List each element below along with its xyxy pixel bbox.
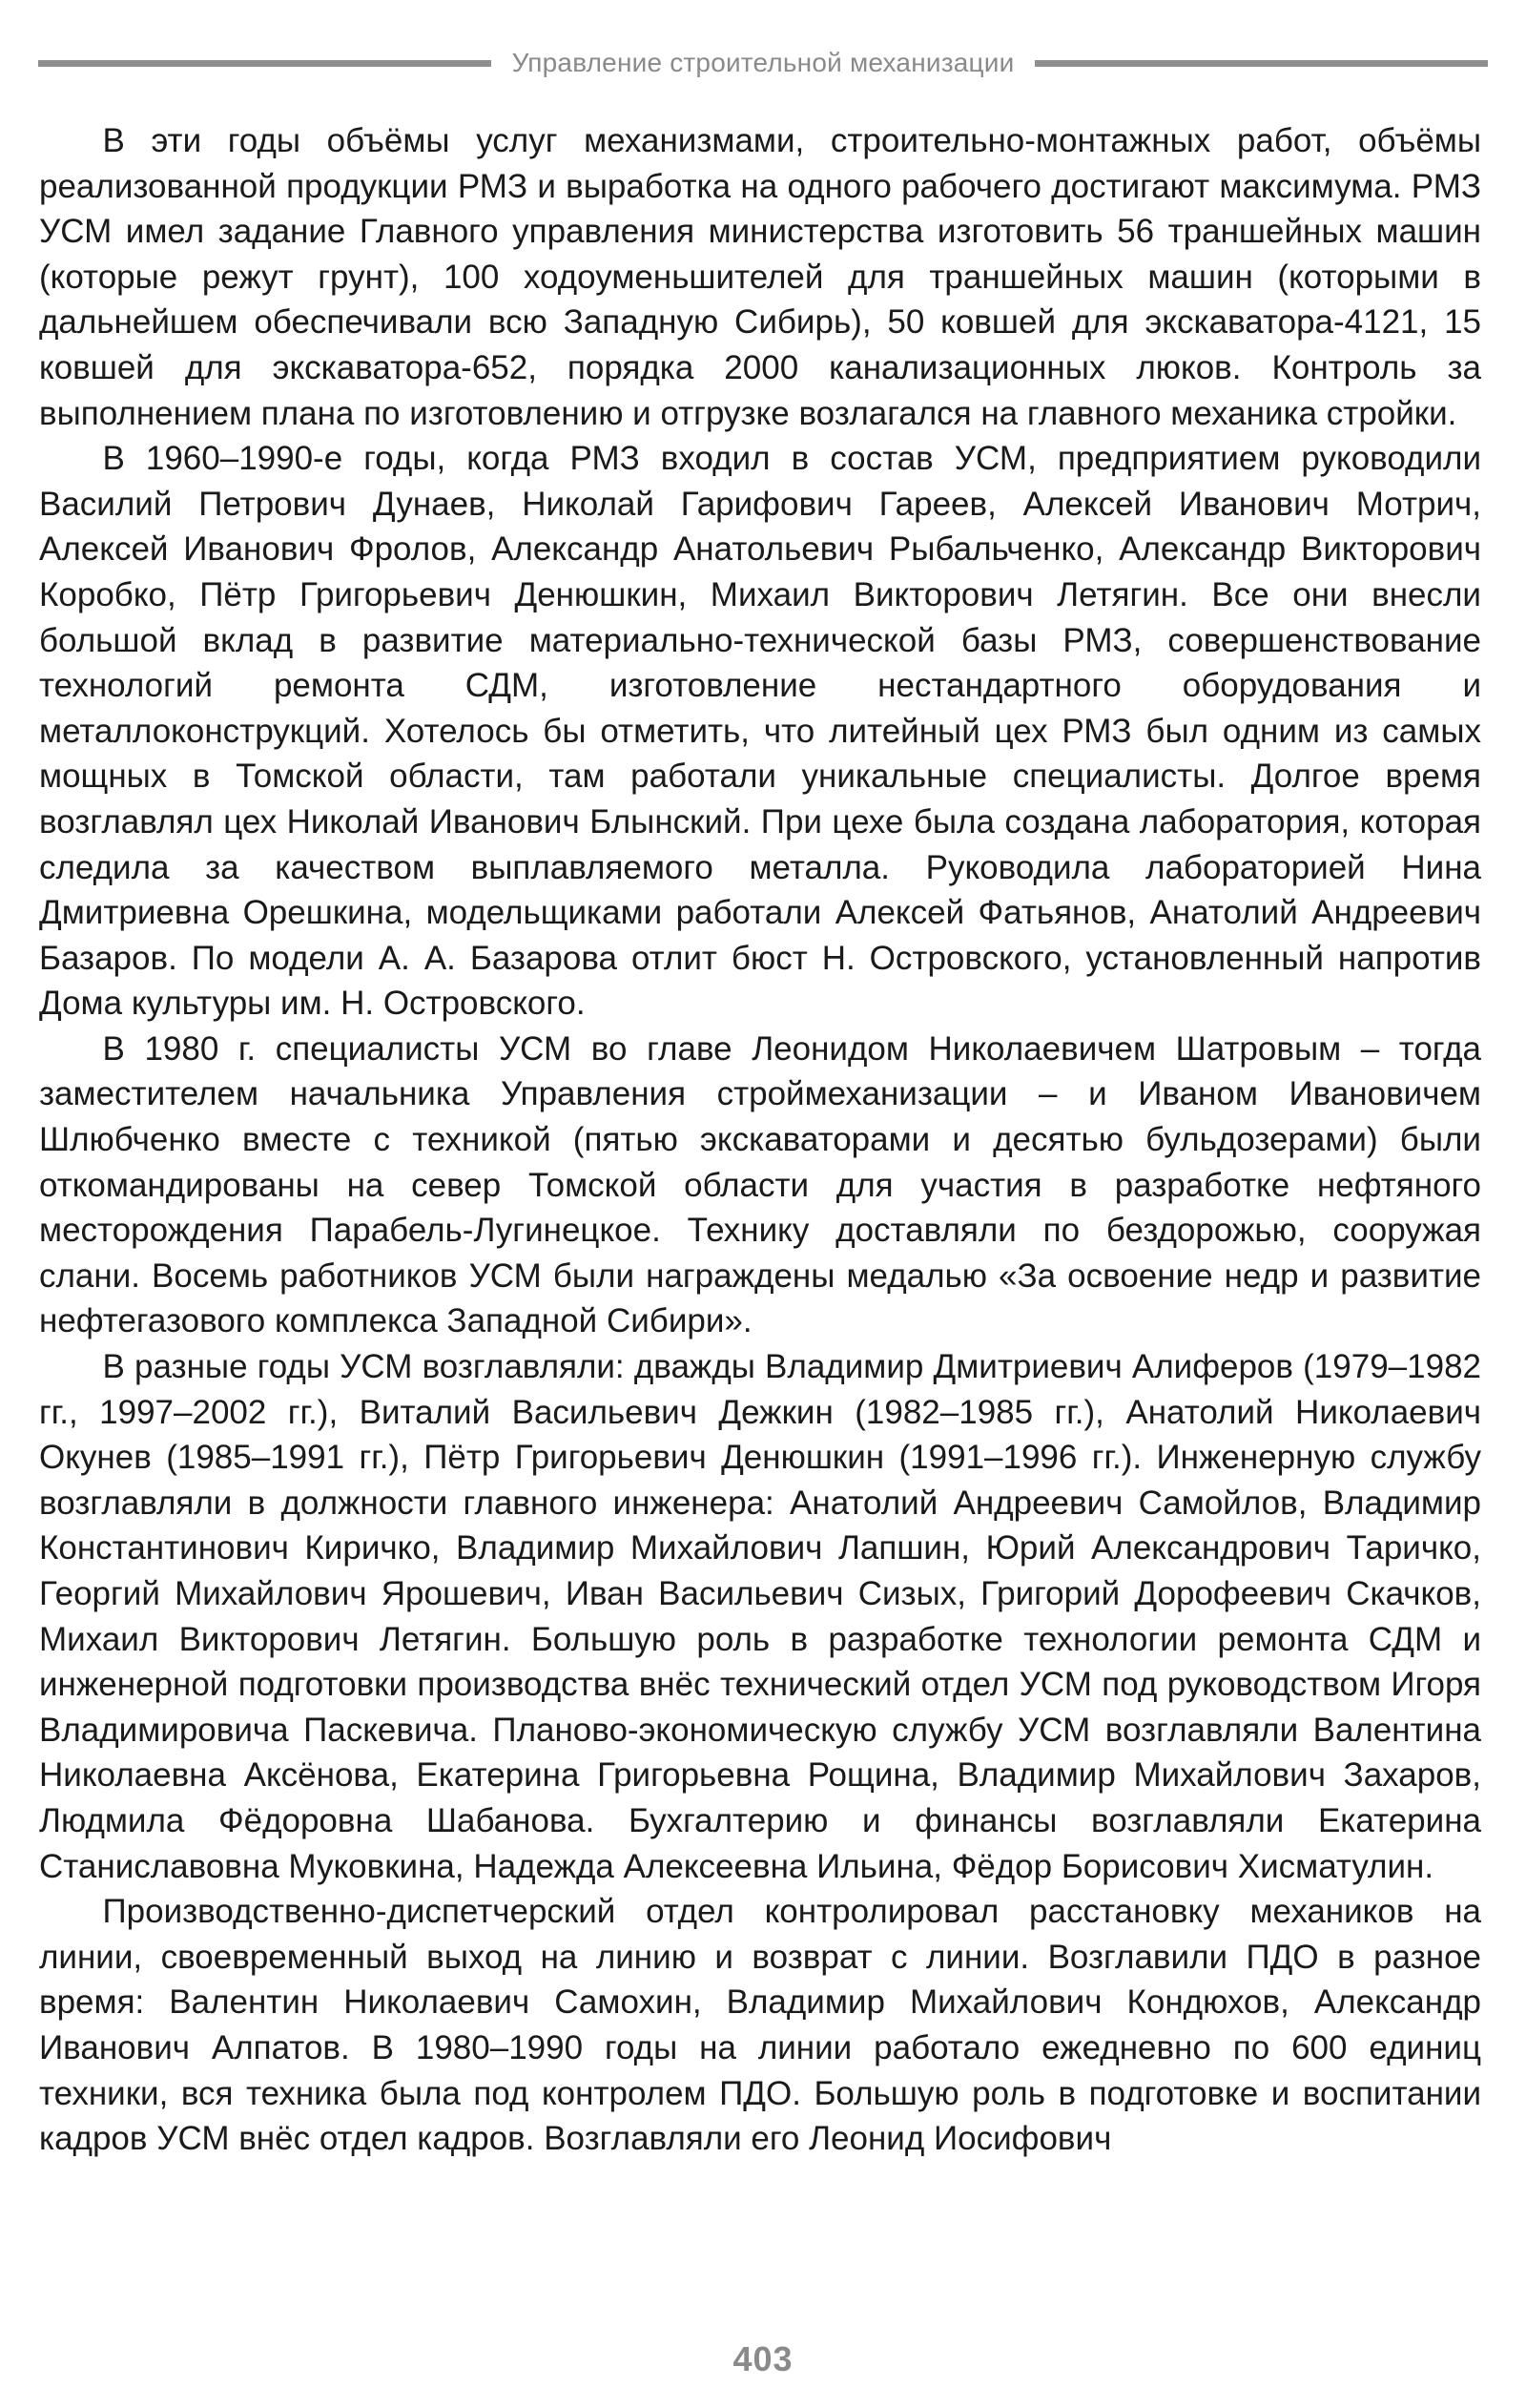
header-rule-right	[1035, 60, 1488, 67]
text-body	[39, 118, 1481, 2162]
paragraph: В разные годы УСМ возглавляли: дважды Владимир Дмитриевич Алиферов (1979–1982 гг., 1997–2002 гг.), Виталий Васильевич Дежкин (1982–1985 гг.), Анатолий Николаевич Окунев (1985–1991 гг.), Пётр Григорьевич Денюшкин (1991–1996 гг.). Инженерную службу возглавляли в должности главного инженера: Анатолий Андреевич Самойлов, Владимир Константинович Киричко, Владимир Михайлович Лапшин, Юрий Александрович Таричко, Георгий Михайлович Ярошевич, Иван Васильевич Сизых, Григорий Дорофеевич Скачков, Михаил Викторович Летягин. Большую роль в разработке технологии ремонта СДМ и инженерной подготовки производства внёс технический отдел УСМ под руководством Игоря Владимировича Паскевича. Планово-экономическую службу УСМ возглавляли Валентина Николаевна Аксёнова, Екатерина Григорьевна Рощина, Владимир Михайлович Захаров, Людмила Фёдоровна Шабанова. Бухгалтерию и финансы возглавляли Екатерина Станиславовна Муковкина, Надежда Алексеевна Ильина, Фёдор Борисович Хисматулин.	[39, 1348, 1481, 1885]
paragraph: В эти годы объёмы услуг механизмами, строительно-монтажных работ, объёмы реализованной продукции РМЗ и выработка на одного рабочего достигают максимума. РМЗ УСМ имел задание Главного управления министерства изготовить 56 траншейных машин (которые режут грунт), 100 ходоуменьшителей для траншейных машин (которыми в дальнейшем обеспечивали всю Западную Сибирь), 50 ковшей для экскаватора-4121, 15 ковшей для экскаватора-652, порядка 2000 канализационных люков. Контроль за выполнением плана по изготовлению и отгрузке возлагался на главного механика стройки.	[39, 122, 1481, 432]
running-header	[38, 44, 1488, 82]
paragraph: В 1980 г. специалисты УСМ во главе Леонидом Николаевичем Шатровым – тогда заместителем начальника Управления строймеханизации – и Иваном Ивановичем Шлюбченко вместе с техникой (пятью экскаваторами и десятью бульдозерами) были откомандированы на север Томской области для участия в разработке нефтяного месторождения Парабель-Лугинецкое. Технику доставляли по бездорожью, сооружая слани. Восемь работников УСМ были награждены медалью «За освоение недр и развитие нефтегазового комплекса Западной Сибири».	[39, 1029, 1481, 1340]
header-title: Управление строительной механизации	[511, 48, 1015, 77]
page-number: 403	[732, 2339, 794, 2378]
header-rule-left	[38, 60, 491, 67]
paragraph: В 1960–1990-е годы, когда РМЗ входил в состав УСМ, предприятием руководили Василий Петрович Дунаев, Николай Гарифович Гареев, Алексей Иванович Мотрич, Алексей Иванович Фролов, Александр Анатольевич Рыбальченко, Александр Викторович Коробко, Пётр Григорьевич Денюшкин, Михаил Викторович Летягин. Все они внесли большой вклад в развитие материально-технической базы РМЗ, совершенствование технологий ремонта СДМ, изготовление нестандартного оборудования и металлоконструкций. Хотелось бы отметить, что литейный цех РМЗ был одним из самых мощных в Томской области, там работали уникальные специалисты. Долгое время возглавлял цех Николай Иванович Блынский. При цехе была создана лаборатория, которая следила за качеством выплавляемого металла. Руководила лабораторией Нина Дмитриевна Орешкина, модельщиками работали Алексей Фатьянов, Анатолий Андреевич Базаров. По модели А. А. Базарова отлит бюст Н. Островского, установленный напротив Дома культуры им. Н. Островского.	[39, 440, 1481, 1023]
paragraph: Производственно-диспетчерский отдел контролировал расстановку механиков на линии, своевременный выход на линию и возврат с линии. Возглавили ПДО в разное время: Валентин Николаевич Самохин, Владимир Михайлович Кондюхов, Александр Иванович Алпатов. В 1980–1990 годы на линии работало ежедневно по 600 единиц техники, вся техника была под контролем ПДО. Большую роль в подготовке и воспитании кадров УСМ внёс отдел кадров. Возглавляли его Леонид Иосифович	[39, 1893, 1481, 2158]
